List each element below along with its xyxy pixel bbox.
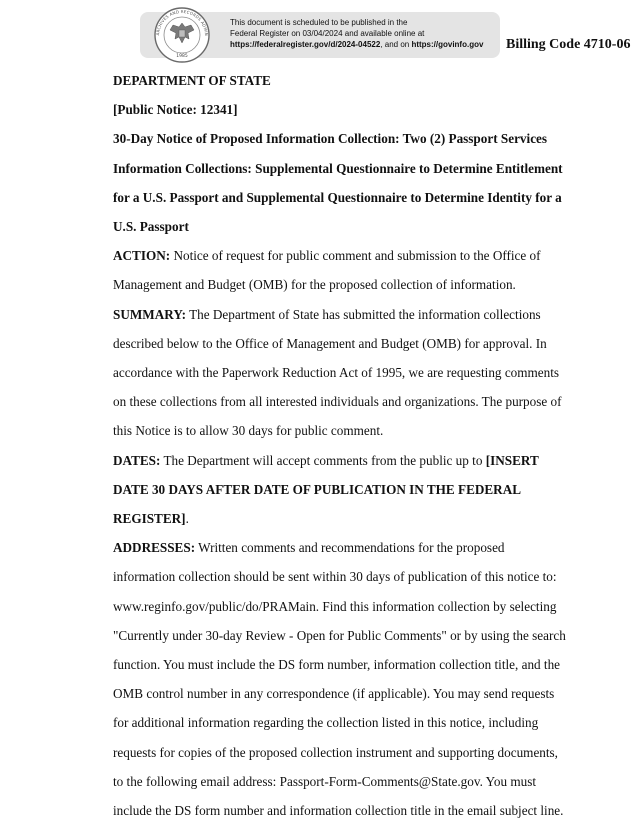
seal-text: ARCHIVES AND RECORDS ADMIN: [154, 8, 210, 37]
publication-line-3: [230, 39, 505, 50]
dates-section: [113, 446, 569, 534]
dates-end: .: [185, 511, 189, 527]
seal-year: 1985: [176, 54, 188, 59]
addresses-section: [113, 533, 569, 825]
summary-section: [113, 300, 569, 446]
dates-insert: [INSERT DATE 30 DAYS AFTER DATE OF PUBLICATION IN THE FEDERAL REGISTER]: [113, 452, 539, 527]
publication-line-2: Federal Register on 03/04/2024 and available online at: [230, 29, 425, 38]
department-heading: DEPARTMENT OF STATE: [113, 73, 271, 88]
billing-code: [506, 38, 630, 52]
addresses-text: Written comments and recommendations for the proposed information collection should be sent within 30 days of publication of this notice to: www.reginfo.gov/public/do/PRAMain. Find this information collection by selecting "Currently under 30-day Review - Open for Public Comments" or by using the search function. You must include the DS form number, information collection title, and the OMB control number in any correspondence (if applicable). You may send requests for additional information regarding the collection listed in this notice, including requests for copies of the proposed collection instrument and supporting documents, to the following email address: Passport-Form-Comments@State.gov. You must include the DS form number and information collection title in the email subject line.: [113, 540, 566, 819]
public-notice-number: [Public Notice: 12341]: [113, 102, 238, 118]
publication-conjunction: , and on: [380, 40, 412, 49]
action-section: [113, 241, 569, 299]
action-text: Notice of request for public comment and submission to the Office of Management and Budget (OMB) for the proposed collection of information.: [113, 248, 541, 293]
document-body: [113, 66, 569, 825]
summary-label: SUMMARY:: [113, 306, 187, 322]
notice-title: 30-Day Notice of Proposed Information Collection: Two (2) Passport Services Information Collections: Supplemental Questionnaire to Determine Entitlement for a U.S. Passport and Supplemental Questionnaire to Determine Identity for a U.S. Passport: [113, 131, 563, 235]
national-archives-seal-icon: [148, 6, 216, 64]
addresses-label: ADDRESSES:: [113, 540, 196, 556]
dates-text: The Department will accept comments from the public up to: [160, 452, 486, 468]
publication-line-1: This document is scheduled to be published in the: [230, 18, 408, 27]
publication-notice: [230, 17, 505, 50]
govinfo-link[interactable]: https://govinfo.gov: [411, 40, 484, 49]
federalregister-link[interactable]: https://federalregister.gov/d/2024-04522: [230, 40, 381, 49]
summary-text: The Department of State has submitted the information collections described below to the Office of Management and Budget (OMB) for approval. In accordance with the Paperwork Reduction Act of 1995, we are requesting comments on these collections from all interested individuals and organizations. The purpose of this Notice is to allow 30 days for public comment.: [113, 306, 562, 439]
dates-label: DATES:: [113, 452, 161, 468]
action-label: ACTION:: [113, 248, 171, 264]
billing-code-text: Billing Code 4710-06: [506, 37, 631, 52]
